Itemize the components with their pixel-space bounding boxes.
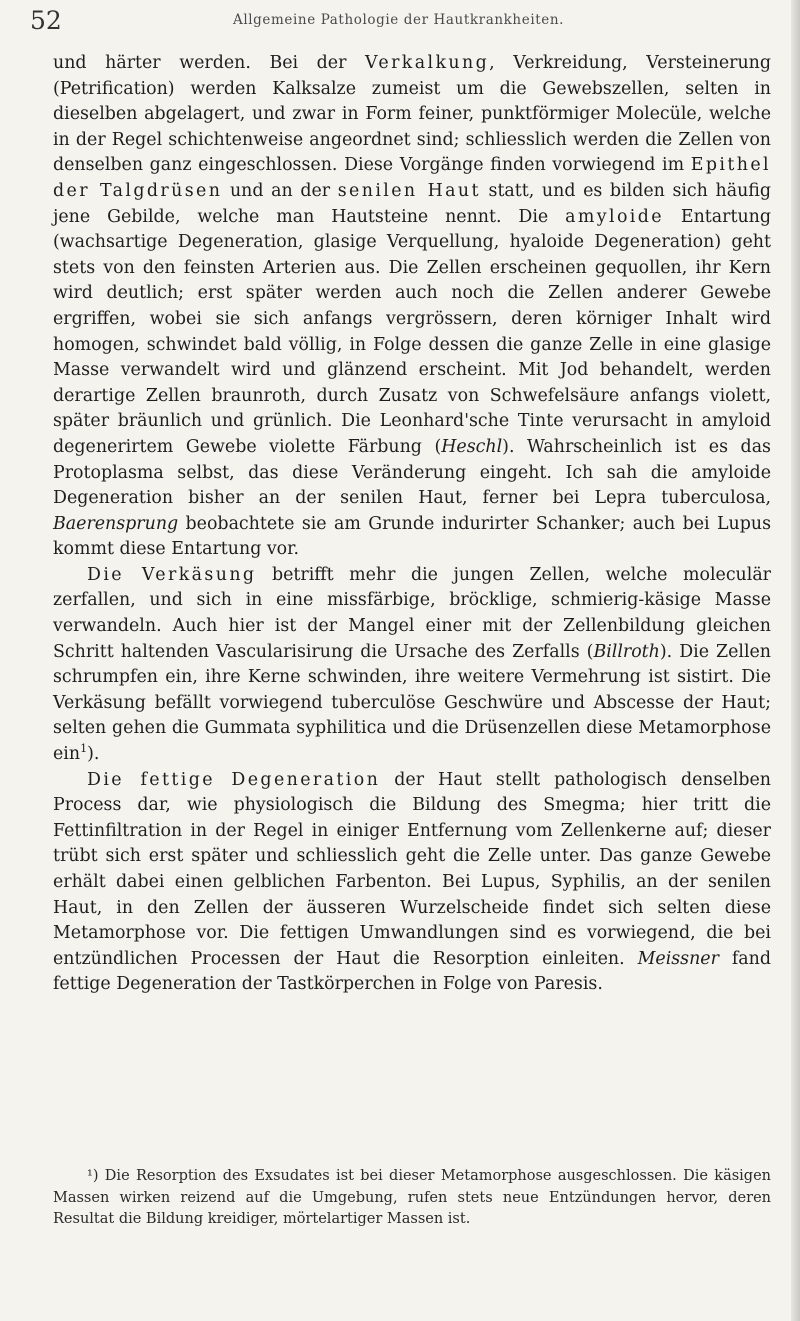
- footnote-reference[interactable]: 1: [80, 742, 88, 756]
- term-amyloide: amyloide: [565, 206, 664, 227]
- paragraph-fettige-degeneration: Die fettige Degeneration der Haut stellt pathologisch denselben Process dar, wie physiologisch die Bildung des Smegma; hier tritt die Fettinfiltration in der Regel in einiger Entfernung vom Zellenkerne auf; dieser trübt sich erst später und schliesslich geht die Zelle unter. Das ganze Gewebe erhält dabei einen gelblichen Farbenton. Bei Lupus, Syphilis, an der senilen Haut, in den Zellen der äusseren Wurzelscheide findet sich selten diese Metamorphose vor. Die fettigen Umwandlungen sind es vorwiegend, die bei entzündlichen Processen der Haut die Resorption einleiten. Meissner fand fettige Degeneration der Tastkörperchen in Folge von Paresis.: [53, 769, 772, 995]
- term-verkalkung: Verkalkung: [365, 53, 490, 73]
- term-epithel-talgdruesen: Epithel der Talgdrüsen: [53, 155, 771, 201]
- page-header: [30, 6, 770, 36]
- footnote: [53, 1166, 771, 1231]
- footnote-text: Die Resorption des Exsudates ist bei dieser Metamorphose ausgeschlossen. Die käsigen Massen wirken reizend auf die Umgebung, rufen stets neue Entzündungen hervor, deren Resultat die Bildung kreidiger, mörtelartiger Massen ist.: [53, 1168, 771, 1228]
- footnote-marker: ¹): [87, 1168, 99, 1184]
- term-verkaesung: Die Verkäsung: [87, 564, 257, 585]
- term-fettige-degeneration: Die fettige Degeneration: [87, 769, 381, 790]
- author-billroth: Billroth: [593, 641, 660, 662]
- running-head: Allgemeine Pathologie der Hautkrankheiten.: [233, 12, 565, 28]
- page-number: 52: [30, 6, 62, 35]
- author-heschl: Heschl: [441, 436, 503, 457]
- paragraph-verkalkung: und härter werden. Bei der Verkalkung, Verkreidung, Versteinerung (Petrification) werden Kalksalze zumeist um die Gewebszellen, selten in dieselben abgelagert, und zwar in Form feiner, punktförmiger Molecüle, welche in der Regel schichtenweise angeordnet sind; schliesslich werden die Zellen von denselben ganz eingeschlossen. Diese Vorgänge finden vorwiegend im Epithel der Talgdrüsen und an der senilen Haut statt, und es bilden sich häufig jene Gebilde, welche man Hautsteine nennt. Die amyloide Entartung (wachsartige Degeneration, glasige Verquellung, hyaloide Degeneration) geht stets von den feinsten Arterien aus. Die Zellen erscheinen gequollen, ihr Kern wird deutlich; erst später werden auch noch die Zellen anderer Gewebe ergriffen, wobei sie sich anfangs vergrössern, deren körniger Inhalt wird homogen, schwindet bald völlig, in Folge dessen die ganze Zelle in eine glasige Masse verwandelt wird und glänzend erscheint. Mit Jod behandelt, werden derartige Zellen braunroth, durch Zusatz von Schwefelsäure anfangs violett, später bräunlich und grünlich. Die Leonhard'sche Tinte verursacht in amyloid degenerirtem Gewebe violette Färbung (Heschl). Wahrscheinlich ist es das Protoplasma selbst, das diese Veränderung eingeht. Ich sah die amyloide Degeneration bisher an der senilen Haut, ferner bei Lepra tuberculosa, Baerensprung beobachtete sie am Grunde indurirter Schanker; auch bei Lupus kommt diese Entartung vor.: [53, 53, 771, 560]
- paragraph-verkaesung: Die Verkäsung betrifft mehr die jungen Zellen, welche moleculär zerfallen, und sich in eine missfärbige, bröcklige, schmierig-käsige Masse verwandeln. Auch hier ist der Mangel einer mit der Zellenbildung gleichen Schritt haltenden Vascularisirung die Ursache des Zerfalls (Billroth). Die Zellen schrumpfen ein, ihre Kerne schwinden, ihre weitere Vermehrung ist sistirt. Die Verkäsung befällt vorwiegend tuberculöse Geschwüre und Abscesse der Haut; selten gehen die Gummata syphilitica und die Drüsenzellen diese Metamorphose ein$^1$).: [53, 564, 771, 765]
- body-text: [53, 51, 771, 998]
- page-edge-shadow: [791, 0, 800, 1321]
- term-senile-haut: senilen Haut: [337, 180, 481, 201]
- author-meissner: Meissner: [637, 948, 719, 969]
- author-baerensprung: Baerensprung: [53, 513, 179, 534]
